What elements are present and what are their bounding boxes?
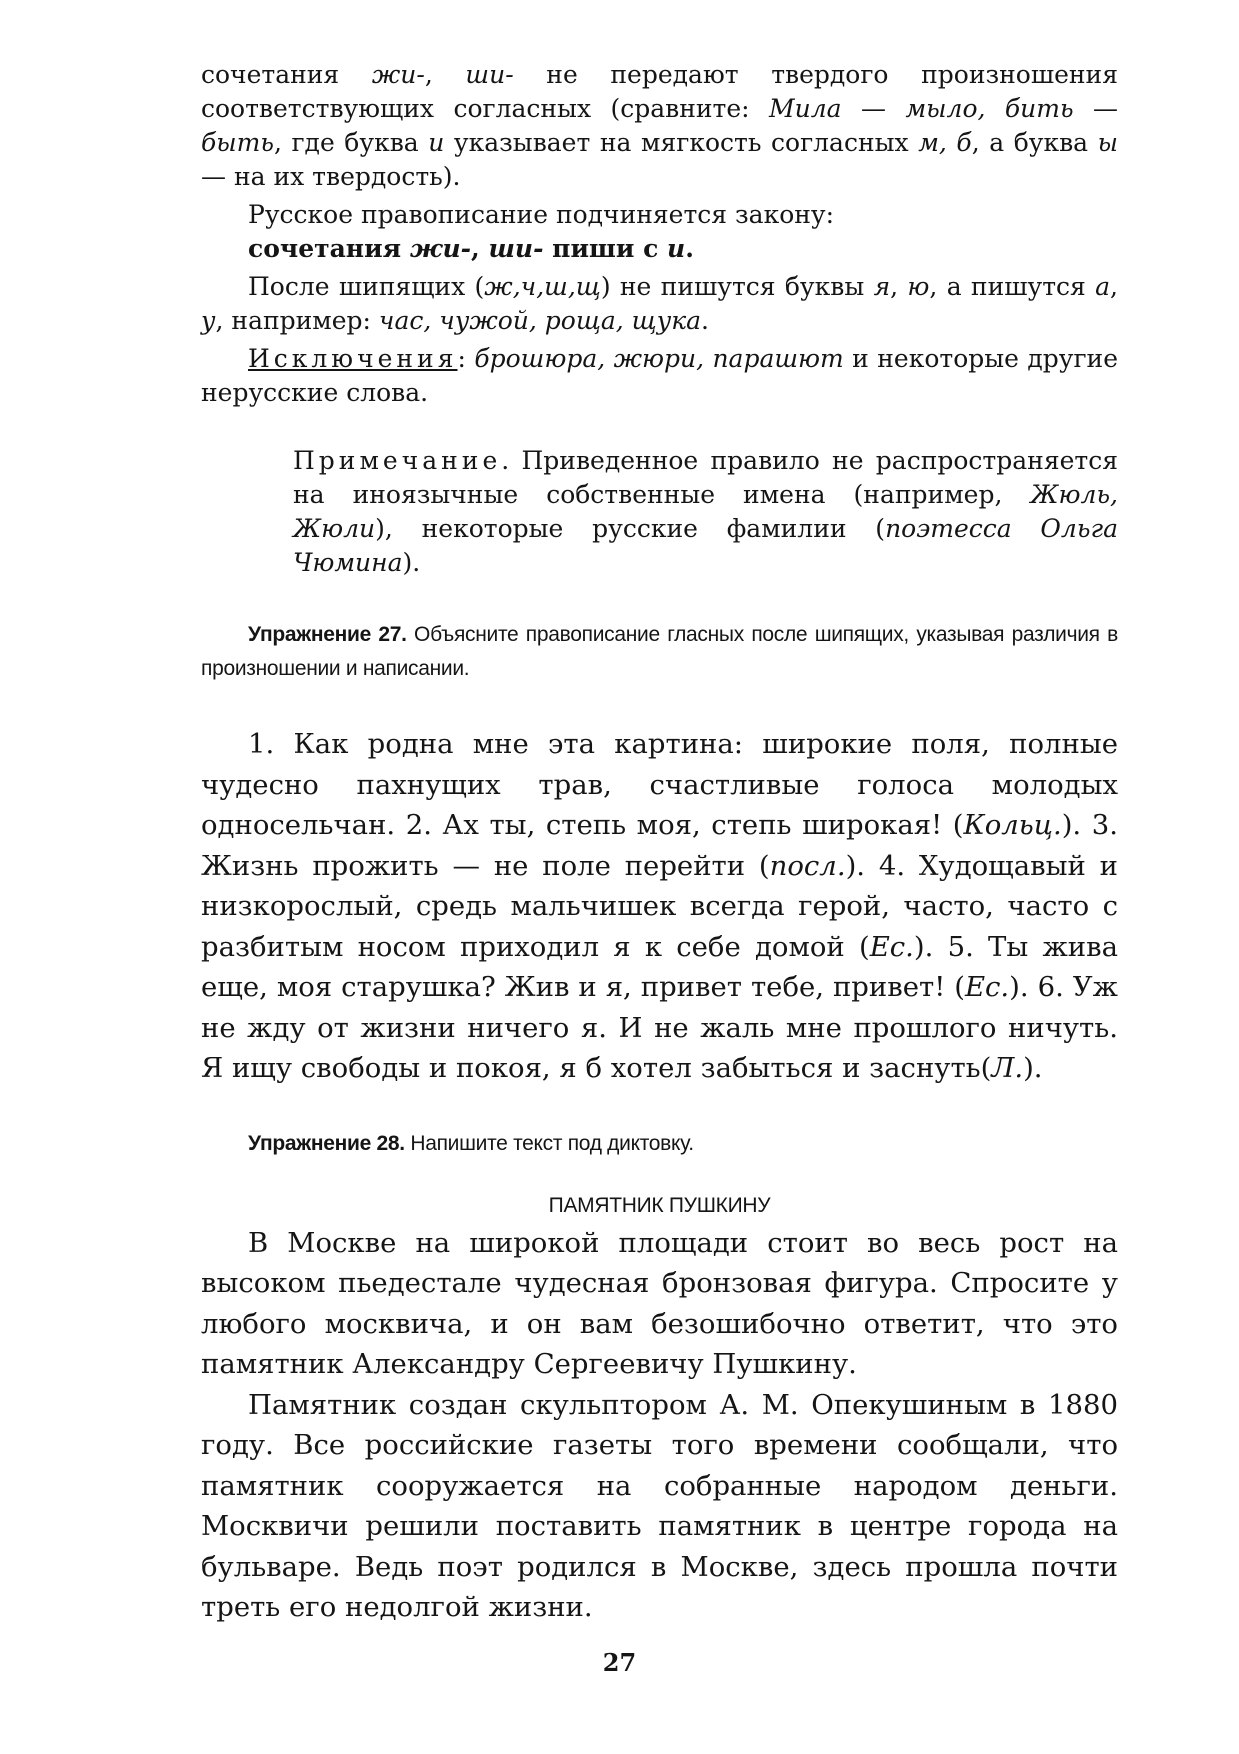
text-run: : (457, 344, 475, 373)
italic-run: у (201, 306, 216, 335)
text-run: 1. Как родна мне эта картина: широкие поля, полные чудесно пахнущих трав, счастливые голоса молодых односельчан. 2. Ах ты, степь моя, степь широкая! ( (201, 728, 1118, 841)
italic-run: Мила — мыло, бить — быть (201, 94, 1118, 157)
italic-run: поэтесса Ольга Чюмина (293, 514, 1119, 577)
exercise-28-task (201, 1127, 1118, 1161)
page-number: 27 (602, 1648, 637, 1677)
italic-run: жи- (409, 234, 472, 263)
text-run: После шипящих ( (248, 272, 485, 301)
exercise-label: Упражнение 28. (248, 1131, 405, 1155)
italic-run: брошюра, жюри, парашют (474, 344, 844, 373)
text-run: — на их твердость). (201, 162, 461, 191)
dictation-title: ПАМЯТНИК ПУШКИНУ (548, 1193, 771, 1217)
italic-run: ю (907, 272, 930, 301)
italic-run: ши- (465, 60, 514, 89)
exercise-label: Упражнение 27. (248, 623, 407, 646)
text-run: , (424, 60, 466, 89)
rule-law (201, 232, 1118, 266)
italic-run: и (428, 128, 445, 157)
italic-run: Жюль, Жюли (293, 480, 1118, 543)
text-run: Объясните правописание гласных после шипящих, указывая различия в произношении и написании. (201, 623, 1119, 680)
exercise-27-text (201, 724, 1118, 1089)
rule-paragraph-4 (201, 270, 1118, 338)
text-run: , а буква (971, 128, 1098, 157)
text-run: . Приведенное правило не распространяется на иноязычные собственные имена (например, (293, 446, 1118, 509)
italic-run: жи- (371, 60, 425, 89)
text-run: и некоторые другие нерусские слова. (201, 344, 1119, 407)
text-run: . (701, 306, 709, 335)
italic-run: и (667, 234, 686, 263)
note-paragraph (293, 444, 1118, 580)
dictation-paragraph-2: Памятник создан скульптором А. М. Опекушиным в 1880 году. Все российские газеты того времени сообщали, что памятник сооружается на собранные народом деньги. Москвичи решили поставить памятник в центре города на бульваре. Ведь поэт родился в Москве, здесь прошла почти треть его недолгой жизни. (201, 1388, 1118, 1623)
text-run: , (890, 272, 908, 301)
text-run: не передают твердого произношения соответствующих согласных (сравните: (201, 60, 1118, 123)
text-run: , например: (215, 306, 379, 335)
italic-run: я (873, 272, 891, 301)
dictation-paragraph-1: В Москве на широкой площади стоит во весь рост на высоком пьедестале чудесная бронзовая фигура. Спросите у любого москвича, и он вам безошибочно ответит, что это памятник Александру Сергеевичу Пушкину. (201, 1226, 1118, 1380)
text-run: сочетания (248, 234, 410, 263)
text-run: , (471, 234, 489, 263)
text-run: пиши с (543, 234, 668, 263)
exceptions-label: Исключения (248, 344, 458, 373)
page-content (201, 58, 1118, 1628)
text-run: , где буква (273, 128, 429, 157)
source-abbr: посл. (769, 849, 846, 882)
italic-run: час, чужой, роща, щука (378, 306, 702, 335)
text-run: ). 3. Жизнь прожить — не поле перейти ( (201, 809, 1118, 882)
italic-run: ши- (488, 234, 544, 263)
italic-run: ж,ч,ш,щ (484, 272, 601, 301)
text-run: ). 6. Уж не жду от жизни ничего я. И не жаль мне прошлого ничуть. Я ищу свободы и покоя, я б хотел забыться и заснуть( (201, 971, 1118, 1084)
italic-run: а (1095, 272, 1111, 301)
exceptions-paragraph (201, 342, 1118, 410)
source-abbr: Ес. (964, 971, 1010, 1003)
source-abbr: Ес. (869, 930, 914, 963)
exercise-27-task (201, 618, 1118, 686)
rule-paragraph-1 (201, 58, 1118, 194)
text-run: . (685, 234, 694, 263)
text-run: , (1110, 272, 1118, 301)
text-run: , а пишутся (929, 272, 1096, 301)
text-run: ). (1023, 1052, 1043, 1084)
text-run: ) не пишутся буквы (600, 272, 874, 301)
text-run: ), некоторые русские фамилии ( (375, 514, 886, 543)
text-run: сочетания (201, 60, 372, 89)
italic-run: ы (1097, 128, 1118, 157)
text-run: ). 4. Худощавый и низкорослый, средь мальчишек всегда герой, часто, часто с разбитым носом приходил я к себе домой ( (201, 849, 1119, 963)
text-run: ). 5. Ты жива еще, моя старушка? Жив и я, привет тебе, привет! ( (201, 930, 1118, 1003)
text-run: ). (402, 548, 421, 577)
note-label: Примечание (293, 446, 502, 475)
text-run: Напишите текст под диктовку. (404, 1131, 694, 1155)
italic-run: м, б (918, 128, 972, 157)
source-abbr: Кольц. (963, 809, 1062, 841)
source-abbr: Л. (991, 1052, 1024, 1084)
rule-paragraph-2: Русское правописание подчиняется закону: (248, 200, 835, 229)
text-run: указывает на мягкость согласных (444, 128, 919, 157)
